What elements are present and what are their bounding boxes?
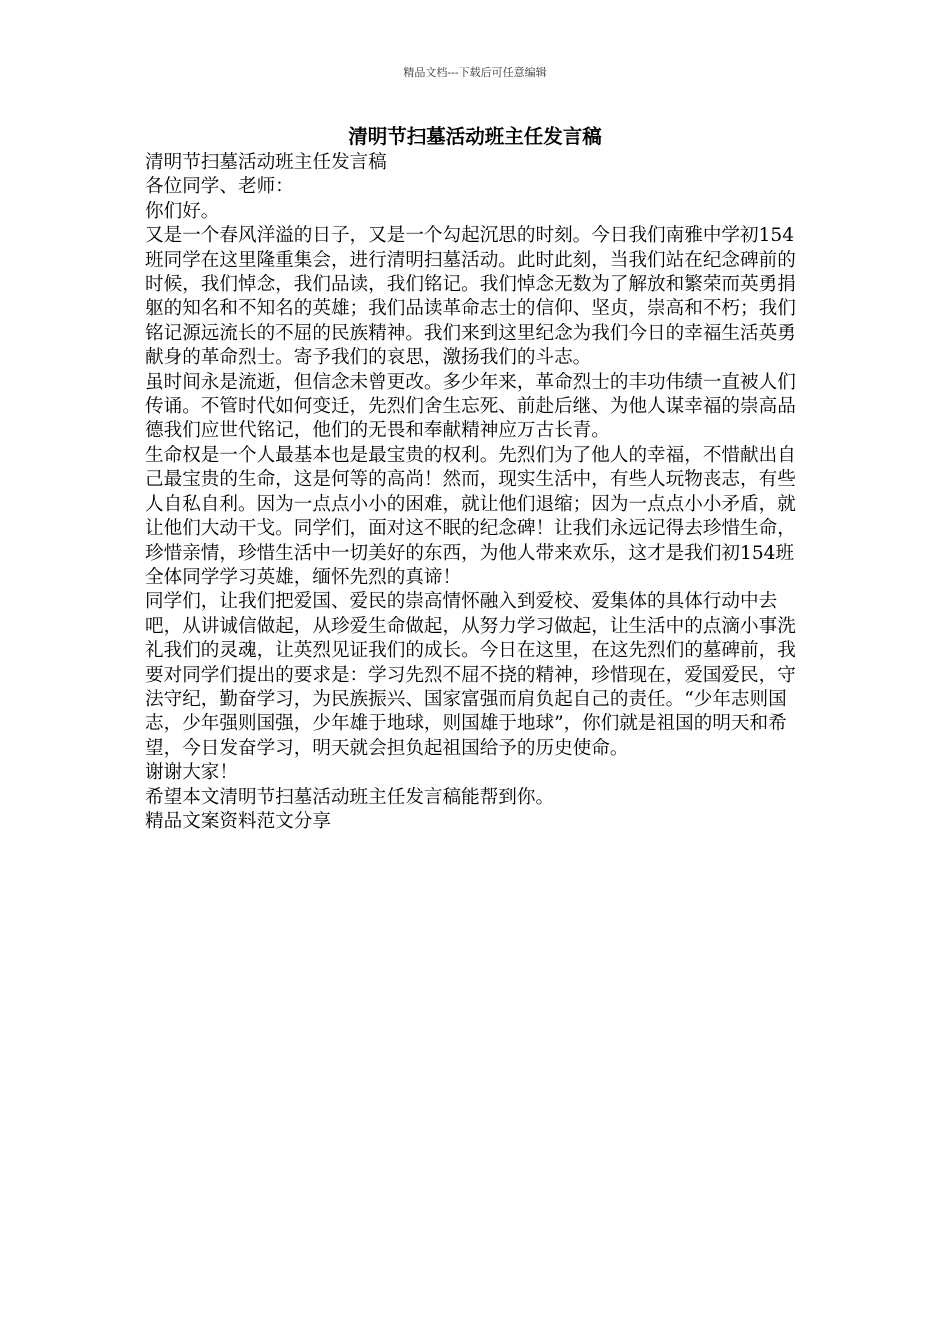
page-header: 精品文档---下载后可任意编辑 [403, 66, 547, 79]
paragraph-call-to-action: 同学们，让我们把爱国、爱民的崇高情怀融入到爱校、爱集体的具体行动中去吧，从讲诚信做起，从珍爱生命做起，从努力学习做起，让生活中的点滴小事洗礼我们的灵魂，让英烈见证我们的成长。今日在这里，在这先烈们的墓碑前，我要对同学们提出的要求是：学习先烈不屈不挠的精神，珍惜现在，爱国爱民，守法守纪，勤奋学习，为民族振兴、国家富强而肩负起自己的责任。“少年志则国志，少年强则国强，少年雄于地球，则国雄于地球”，你们就是祖国的明天和希望，今日发奋学习，明天就会担负起祖国给予的历史使命。 [145, 591, 796, 759]
greeting: 你们好。 [145, 200, 220, 222]
closing-note: 希望本文清明节扫墓活动班主任发言稿能帮到你。 [145, 786, 555, 808]
salutation: 各位同学、老师： [145, 176, 294, 198]
closing-thanks: 谢谢大家！ [145, 762, 238, 784]
paragraph-intro: 又是一个春风洋溢的日子，又是一个勾起沉思的时刻。今日我们南雅中学初154班同学在这里隆重集会，进行清明扫墓活动。此时此刻，当我们站在纪念碑前的时候，我们悼念，我们品读，我们铭记。我们悼念无数为了解放和繁荣而英勇捐躯的知名和不知名的英雄；我们品读革命志士的信仰、坚贞，崇高和不朽；我们铭记源远流长的不屈的民族精神。我们来到这里纪念为我们今日的幸福生活英勇献身的革命烈士。寄予我们的哀思，激扬我们的斗志。 [145, 225, 796, 369]
paragraph-life: 生命权是一个人最基本也是最宝贵的权利。先烈们为了他人的幸福，不惜献出自己最宝贵的生命，这是何等的高尚！然而，现实生活中，有些人玩物丧志，有些人自私自利。因为一点点小小的困难，就让他们退缩；因为一点点小小矛盾，就让他们大动干戈。同学们，面对这不眠的纪念碑！让我们永远记得去珍惜生命，珍惜亲情，珍惜生活中一切美好的东西，为他人带来欢乐，这才是我们初154班全体同学学习英雄，缅怀先烈的真谛！ [145, 444, 796, 588]
paragraph-faith: 虽时间永是流逝，但信念未曾更改。多少年来，革命烈士的丰功伟绩一直被人们传诵。不管时代如何变迁，先烈们舍生忘死、前赴后继、为他人谋幸福的崇高品德我们应世代铭记，他们的无畏和奉献精神应万古长青。 [145, 371, 796, 442]
footer-note: 精品文案资料范文分享 [145, 810, 331, 832]
body-subtitle: 清明节扫墓活动班主任发言稿 [145, 152, 387, 173]
document-title: 清明节扫墓活动班主任发言稿 [348, 125, 602, 148]
document-body [145, 151, 805, 834]
